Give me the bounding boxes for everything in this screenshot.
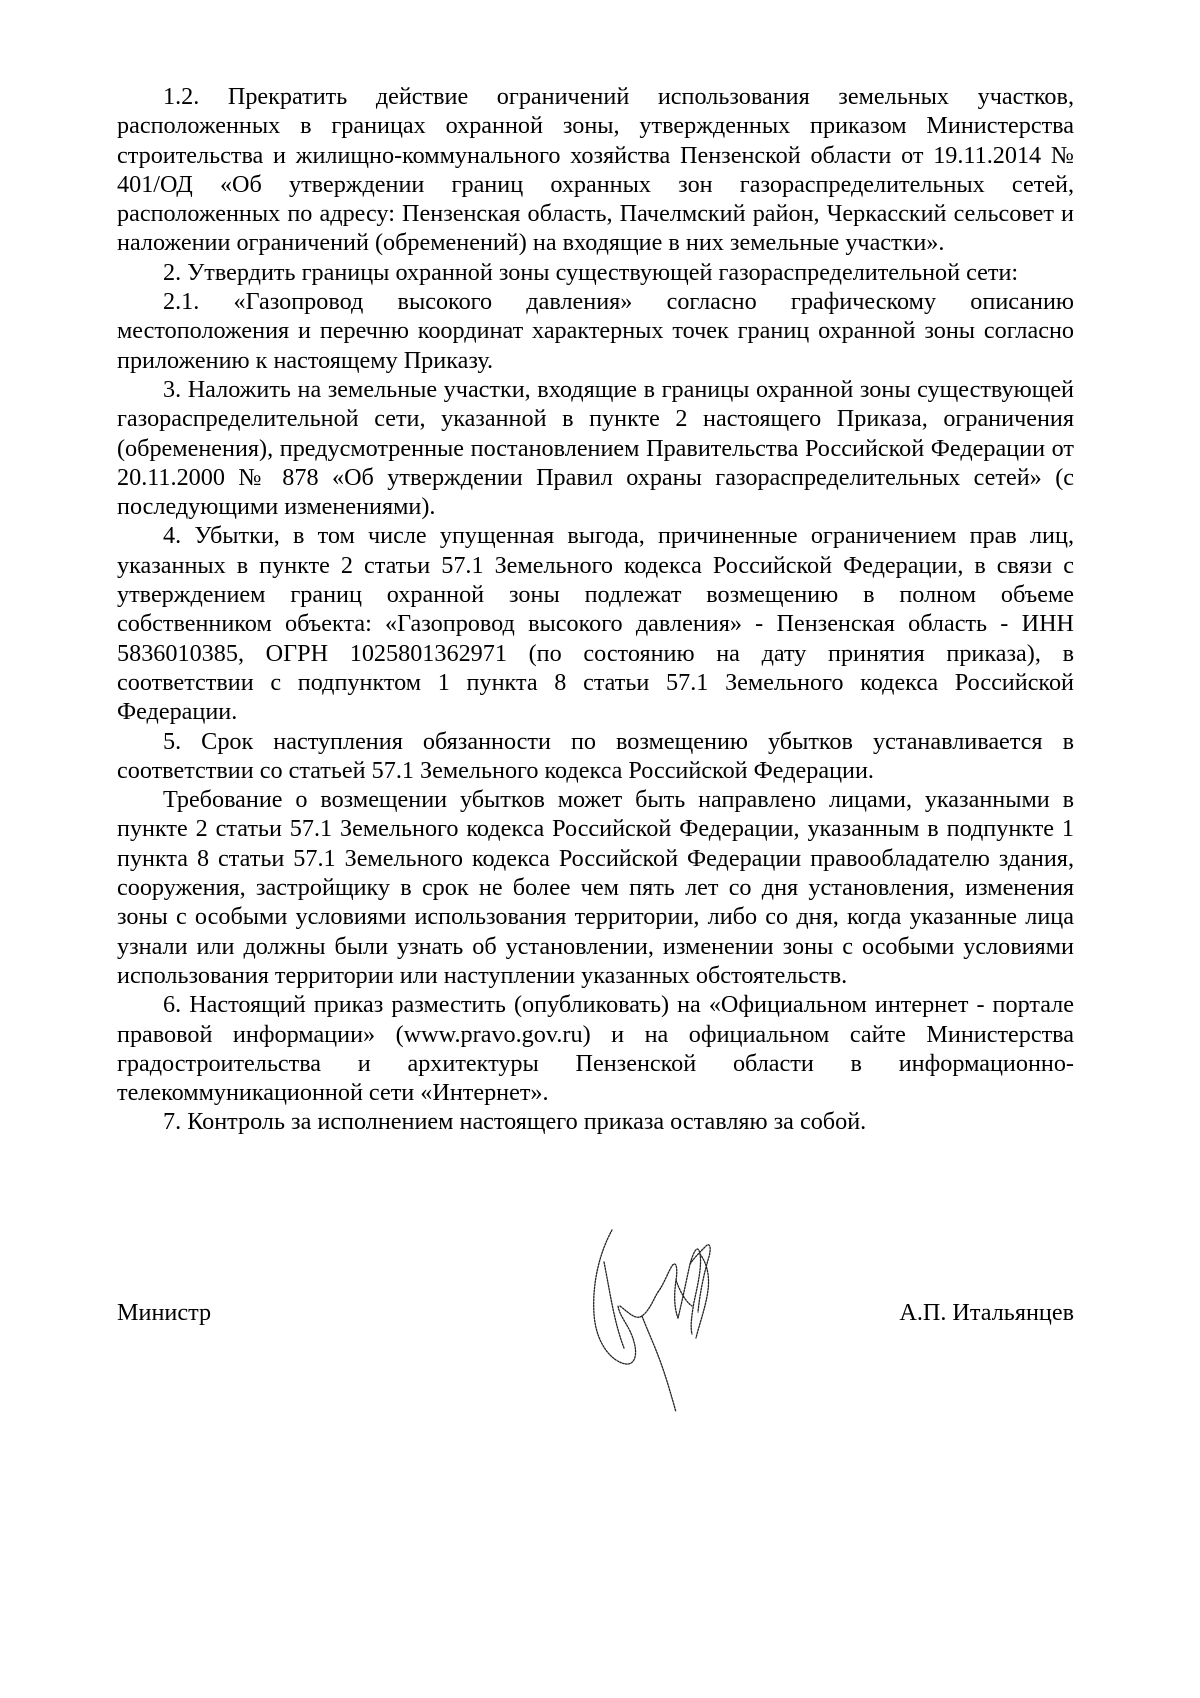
paragraph-3: 3. Наложить на земельные участки, входящие в границы охранной зоны существующей газораспределительной сети, указанной в пункте 2 настоящего Приказа, ограничения (обременения), предусмотренные постановлением Правительства Российской Федерации от 20.11.2000 № 878 «Об утверждении Правил охраны газораспределительных сетей» (с последующими изменениями).	[117, 375, 1074, 521]
paragraph-2-1: 2.1. «Газопровод высокого давления» согласно графическому описанию местоположения и перечню координат характерных точек границ охранной зоны согласно приложению к настоящему Приказу.	[117, 288, 1074, 374]
paragraph-1-2: 1.2. Прекратить действие ограничений использования земельных участков, расположенных в границах охранной зоны, утвержденных приказом Министерства строительства и жилищно-коммунального хозяйства Пензенской области от 19.11.2014 № 401/ОД «Об утверждении границ охранных зон газораспределительных сетей, расположенных по адресу: Пензенская область, Пачелмский район, Черкасский сельсовет и наложении ограничений (обременений) на входящие в них земельные участки».	[117, 83, 1074, 257]
paragraph-2: 2. Утвердить границы охранной зоны существующей газораспределительной сети:	[163, 258, 1019, 286]
signatory-name: А.П. Итальянцев	[899, 1299, 1074, 1326]
document-body	[117, 82, 1074, 1137]
paragraph-4: 4. Убытки, в том числе упущенная выгода, причиненные ограничением прав лиц, указанных в пункте 2 статьи 57.1 Земельного кодекса Российской Федерации, в связи с утверждением границ охранной зоны подлежат возмещению в полном объеме собственником объекта: «Газопровод высокого давления» - Пензенская область - ИНН 5836010385, ОГРН 1025801362971 (по состоянию на дату принятия приказа), в соответствии с подпунктом 1 пункта 8 статьи 57.1 Земельного кодекса Российской Федерации.	[117, 522, 1074, 726]
handwritten-signature	[590, 1222, 730, 1418]
paragraph-requirement: Требование о возмещении убытков может быть направлено лицами, указанными в пункте 2 статьи 57.1 Земельного кодекса Российской Федерации, указанным в подпункте 1 пункта 8 статьи 57.1 Земельного кодекса Российской Федерации правообладателю здания, сооружения, застройщику в срок не более чем пять лет со дня установления, изменения зоны с особыми условиями использования территории, либо со дня, когда указанные лица узнали или должны были узнать об установлении, изменении зоны с особыми условиями использования территории или наступлении указанных обстоятельств.	[117, 786, 1074, 989]
paragraph-6: 6. Настоящий приказ разместить (опубликовать) на «Официальном интернет - портале правовой информации» (www.pravo.gov.ru) и на официальном сайте Министерства градостроительства и архитектуры Пензенской области в информационно-телекоммуникационной сети «Интернет».	[117, 991, 1074, 1107]
signatory-title: Министр	[117, 1299, 212, 1326]
paragraph-5: 5. Срок наступления обязанности по возмещению убытков устанавливается в соответствии со статьей 57.1 Земельного кодекса Российской Федерации.	[117, 727, 1074, 784]
paragraph-7: 7. Контроль за исполнением настоящего приказа оставляю за собой.	[163, 1108, 867, 1136]
